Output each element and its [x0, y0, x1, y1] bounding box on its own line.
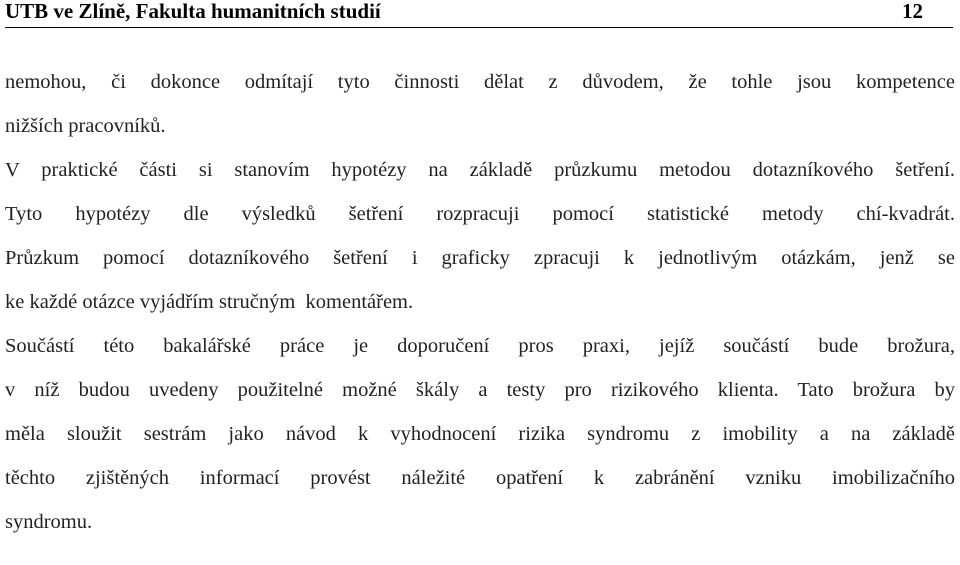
text-line: Tyto hypotézy dle výsledků šetření rozpracuji pomocí statistické metody chí-kvadrát.	[5, 203, 955, 225]
page-number: 12	[902, 0, 923, 23]
text-line: těchto zjištěných informací provést náležité opatření k zabránění vzniku imobilizačního	[5, 467, 955, 489]
paragraph-1	[5, 60, 955, 148]
text-line: nemohou, či dokonce odmítají tyto činnosti dělat z důvodem, že tohle jsou kompetence	[5, 71, 955, 93]
text-line: V praktické části si stanovím hypotézy na základě průzkumu metodou dotazníkového šetření.	[5, 159, 955, 181]
paragraph-3	[5, 324, 955, 544]
text-line: nižších pracovníků.	[5, 115, 166, 137]
text-line: v níž budou uvedeny použitelné možné škály a testy pro rizikového klienta. Tato brožura by	[5, 379, 955, 401]
header-title: UTB ve Zlíně, Fakulta humanitních studií	[5, 0, 381, 23]
text-line: ke každé otázce vyjádřím stručným komentářem.	[5, 291, 414, 313]
text-line: Průzkum pomocí dotazníkového šetření i graficky zpracuji k jednotlivým otázkám, jenž se	[5, 247, 955, 269]
paragraph-2	[5, 148, 955, 324]
page-header	[5, 0, 953, 28]
document-body	[5, 60, 955, 544]
text-line: syndromu.	[5, 511, 93, 533]
text-line: Součástí této bakalářské práce je doporučení pros praxi, jejíž součástí bude brožura,	[5, 335, 955, 357]
text-line: měla sloužit sestrám jako návod k vyhodnocení rizika syndromu z imobility a na základě	[5, 423, 955, 445]
